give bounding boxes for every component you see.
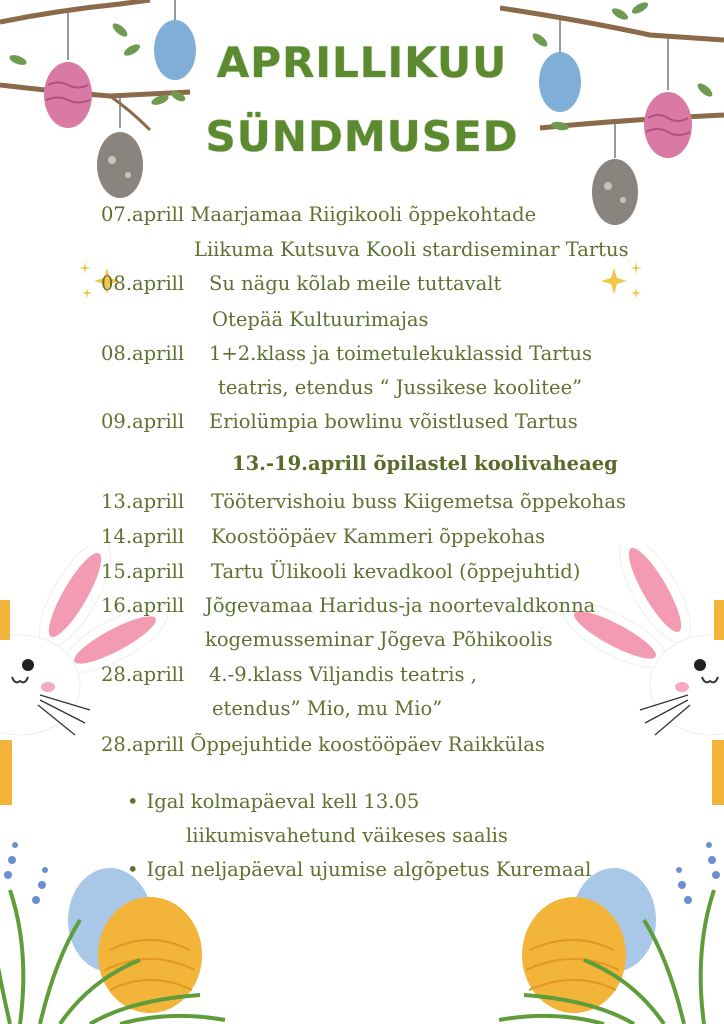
weekly-bullet-continuation: liikumisvahetund väikeses saalis — [186, 824, 508, 847]
event-row — [101, 733, 545, 756]
event-date: 28.aprill — [101, 663, 185, 686]
weekly-bullet: • Igal kolmapäeval kell 13.05 — [127, 790, 419, 813]
event-date: 14.aprill — [101, 525, 185, 548]
event-date: 16.aprill — [101, 594, 185, 617]
event-row — [101, 410, 578, 433]
event-text: Õppejuhtide koostööpäev Raikkülas — [190, 733, 545, 756]
page-title: APRILLIKUU — [216, 38, 508, 87]
event-date: 08.aprill — [101, 272, 185, 295]
weekly-bullet: • Igal neljapäeval ujumise algõpetus Kuremaal — [127, 858, 591, 881]
event-date: 08.aprill — [101, 342, 185, 365]
event-row — [101, 560, 580, 583]
event-date: 13.aprill — [101, 490, 185, 513]
event-row-continuation: Liikuma Kutsuva Kooli stardiseminar Tartus — [194, 238, 629, 261]
event-row — [101, 342, 592, 365]
event-date: 28.aprill — [101, 733, 185, 756]
easter-egg-icon — [592, 159, 638, 225]
branch-left-decoration — [0, 0, 210, 210]
event-row-continuation: teatris, etendus “ Jussikese koolitee” — [218, 376, 583, 399]
event-text: Tartu Ülikooli kevadkool (õppejuhtid) — [211, 560, 581, 583]
event-text: Koostööpäev Kammeri õppekohas — [211, 525, 546, 548]
event-text: Su nägu kõlab meile tuttavalt — [209, 272, 502, 295]
event-text: Maarjamaa Riigikooli õppekohtade — [190, 203, 537, 226]
event-row-continuation: etendus” Mio, mu Mio” — [212, 697, 443, 720]
event-row — [101, 525, 545, 548]
page-subtitle: SÜNDMUSED — [205, 112, 519, 161]
event-date: 07.aprill — [101, 203, 185, 226]
holiday-highlight: 13.-19.aprill õpilastel koolivaheaeg — [232, 452, 618, 475]
event-date: 09.aprill — [101, 410, 185, 433]
event-text: 1+2.klass ja toimetulekuklassid Tartus — [209, 342, 592, 365]
event-row — [101, 490, 626, 513]
bunny-right-decoration — [560, 545, 724, 815]
event-text: Eriolümpia bowlinu võistlused Tartus — [209, 410, 578, 433]
event-text: 4.-9.klass Viljandis teatris , — [209, 663, 477, 686]
event-row-continuation: kogemusseminar Jõgeva Põhikoolis — [205, 628, 553, 651]
event-row — [101, 203, 536, 226]
event-text: Jõgevamaa Haridus-ja noortevaldkonna — [205, 594, 596, 617]
event-date: 15.aprill — [101, 560, 185, 583]
event-row — [101, 663, 477, 686]
event-row-continuation: Otepää Kultuurimajas — [212, 308, 429, 331]
sparkle-icon — [596, 258, 646, 303]
event-text: Töötervishoiu buss Kiigemetsa õppekohas — [211, 490, 626, 513]
event-row — [101, 594, 595, 617]
event-row — [101, 272, 501, 295]
